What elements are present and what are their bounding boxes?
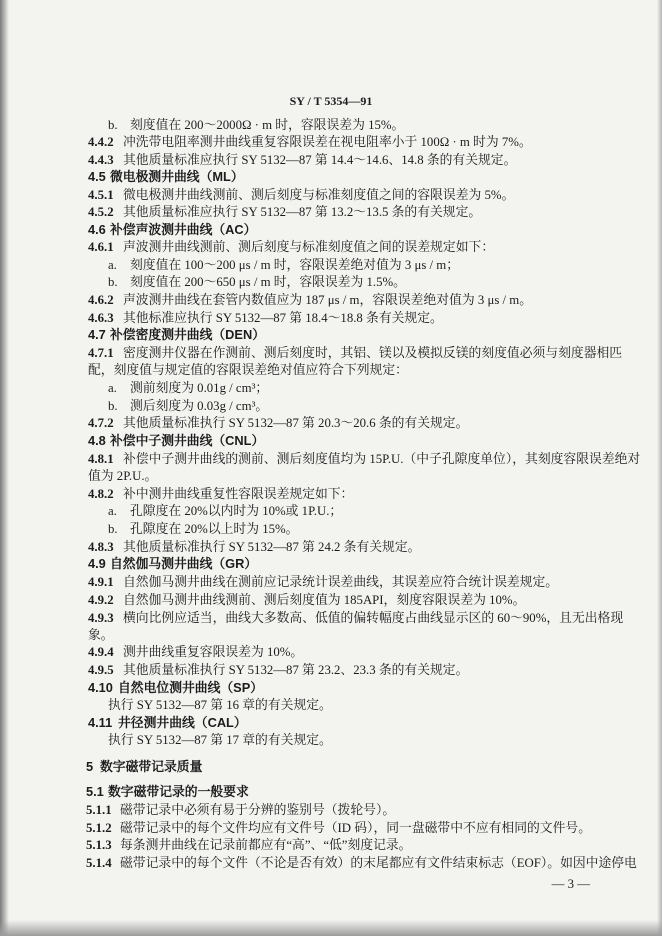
clause-4-9-5: [88, 662, 468, 678]
clause-text: 自然伽马测井曲线在测前应记录统计误差曲线，其误差应符合统计误差规定。: [123, 575, 559, 589]
clause-number: 4.5.2: [88, 205, 114, 219]
heading-text: 自然电位测井曲线（SP）: [118, 680, 264, 695]
clause-number: 4.6.2: [88, 293, 114, 307]
clause-number: 4.9.4: [88, 645, 114, 659]
heading-number: 4.8: [88, 433, 106, 448]
clause-text: 其他质量标准应执行 SY 5132—87 第 14.4～14.6、14.8 条的有关规定。: [123, 153, 517, 167]
clause-number: 5.1.1: [86, 803, 112, 817]
clause-text: 自然伽马测井曲线测前、测后刻度值为 185API，刻度容限误差为 10%。: [123, 593, 526, 607]
clause-text: 其他质量标准应执行 SY 5132—87 第 13.2～13.5 条的有关规定。: [123, 205, 482, 219]
heading-number: 5: [86, 759, 94, 774]
list-item-b: [108, 117, 404, 133]
clause-text: 测井曲线重复容限误差为 10%。: [123, 645, 304, 659]
item-text: 测前刻度为 0.01g / cm³；: [130, 381, 269, 395]
clause-number: 5.1.2: [86, 821, 112, 835]
heading-4-8: [88, 433, 264, 449]
heading-4-5: [88, 169, 244, 185]
item-text: 孔隙度在 20%以内时为 10%或 1P.U.；: [130, 504, 343, 518]
clause-number: 4.8.1: [88, 452, 114, 466]
clause-text: 声波测井曲线测前、测后刻度与标准刻度值之间的误差规定如下：: [123, 240, 495, 254]
list-item-b: [108, 274, 406, 290]
scan-edge-bottom: [0, 920, 662, 936]
heading-text: 微电极测井曲线（ML）: [110, 169, 244, 184]
list-item-b: [108, 398, 268, 414]
heading-number: 4.5: [88, 169, 106, 184]
clause-text: 补中测井曲线重复性容限误差规定如下：: [123, 487, 354, 501]
scan-edge-left: [0, 0, 9, 936]
clause-5-1-3: [86, 837, 411, 853]
clause-text: 密度测井仪器在作测前、测后刻度时，其铝、镁以及模拟反镁的刻度值必须与刻度器相匹: [123, 346, 623, 360]
clause-number: 4.6.3: [88, 311, 114, 325]
clause-4-6-1: [88, 239, 494, 255]
continuation-line: 值为 2P.U.。: [88, 469, 158, 483]
clause-4-8-3: [88, 539, 420, 555]
clause-4-8-2: [88, 486, 353, 502]
clause-number: 5.1.3: [86, 838, 112, 852]
list-item-b: [108, 521, 298, 537]
item-label: b.: [108, 118, 118, 132]
item-label: b.: [108, 399, 118, 413]
heading-text: 补偿密度测井曲线（DEN）: [110, 327, 265, 342]
list-item-a: [108, 380, 268, 396]
clause-4-4-3: [88, 152, 516, 168]
clause-text: 其他质量标准执行 SY 5132—87 第 23.2、23.3 条的有关规定。: [123, 663, 469, 677]
heading-text: 补偿声波测井曲线（AC）: [110, 222, 257, 237]
heading-number: 4.11: [88, 715, 113, 730]
item-text: 孔隙度在 20%以上时为 15%。: [130, 522, 299, 536]
item-text: 刻度值在 100～200 μs / m 时，容限误差绝对值为 3 μs / m；: [130, 258, 460, 272]
heading-number: 5.1: [86, 784, 104, 799]
clause-number: 4.7.1: [88, 346, 114, 360]
item-label: b.: [108, 275, 118, 289]
clause-text: 其他质量标准执行 SY 5132—87 第 24.2 条有关规定。: [123, 540, 421, 554]
clause-number: 4.4.2: [88, 135, 114, 149]
chapter-heading-5: [86, 759, 202, 775]
item-text: 刻度值在 200～2000Ω · m 时，容限误差为 15%。: [130, 118, 405, 132]
heading-text: 数字磁带记录的一般要求: [108, 784, 249, 799]
clause-4-9-4: [88, 644, 303, 660]
item-label: a.: [108, 381, 117, 395]
clause-4-9-3: [88, 610, 623, 626]
clause-5-1-2: [86, 820, 591, 836]
heading-4-11: [88, 715, 247, 731]
item-text: 刻度值在 200～650 μs / m 时，容限误差为 1.5%。: [130, 275, 406, 289]
clause-4-6-3: [88, 310, 443, 326]
clause-text: 横向比例应适当，曲线大多数高、低值的偏转幅度占曲线显示区的 60～90%，且无出格现: [123, 611, 624, 625]
clause-text: 冲洗带电阻率测井曲线重复容限误差在视电阻率小于 100Ω · m 时为 7%。: [123, 135, 532, 149]
clause-number: 4.9.5: [88, 663, 114, 677]
page-number: — 3 —: [551, 877, 590, 891]
clause-body-line: 执行 SY 5132—87 第 16 章的有关规定。: [108, 698, 332, 712]
scan-edge-right: [657, 0, 662, 936]
clause-number: 4.9.1: [88, 575, 114, 589]
clause-number: 4.8.2: [88, 487, 114, 501]
clause-4-9-1: [88, 574, 558, 590]
continuation-line: 象。: [88, 628, 114, 642]
item-text: 测后刻度为 0.03g / cm³。: [130, 399, 269, 413]
clause-4-5-2: [88, 204, 481, 220]
heading-4-7: [88, 327, 265, 343]
heading-number: 4.7: [88, 327, 106, 342]
heading-text: 数字磁带记录质量: [100, 759, 203, 774]
page-header: SY / T 5354—91: [289, 94, 373, 108]
clause-body-line: 执行 SY 5132—87 第 17 章的有关规定。: [108, 733, 332, 747]
clause-text: 其他标准应执行 SY 5132—87 第 18.4～18.8 条有关规定。: [123, 311, 443, 325]
heading-text: 补偿中子测井曲线（CNL）: [110, 433, 265, 448]
clause-4-5-1: [88, 187, 514, 203]
clause-number: 4.5.1: [88, 188, 114, 202]
clause-number: 5.1.4: [86, 856, 112, 870]
clause-text: 磁带记录中的每个文件均应有文件号（ID 码），同一盘磁带中不应有相同的文件号。: [120, 821, 591, 835]
clause-4-4-2: [88, 134, 532, 150]
clause-text: 磁带记录中必须有易于分辨的鉴别号（拨轮号）。: [120, 803, 396, 817]
clause-number: 4.8.3: [88, 540, 114, 554]
clause-number: 4.6.1: [88, 240, 114, 254]
clause-text: 微电极测井曲线测前、测后刻度与标准刻度值之间的容限误差为 5%。: [123, 188, 515, 202]
clause-4-8-1: [88, 451, 640, 467]
heading-4-10: [88, 680, 263, 696]
heading-number: 4.10: [88, 680, 113, 695]
clause-text: 磁带记录中的每个文件（不论是否有效）的末尾都应有文件结束标志（EOF）。如因中途停电: [120, 856, 637, 870]
heading-text: 自然伽马测井曲线（GR）: [110, 556, 258, 571]
clause-4-9-2: [88, 592, 525, 608]
clause-number: 4.7.2: [88, 416, 114, 430]
heading-text: 井径测井曲线（CAL）: [118, 715, 247, 730]
list-item-a: [108, 257, 459, 273]
clause-text: 声波测井曲线在套管内数值应为 187 μs / m，容限误差绝对值为 3 μs / m。: [123, 293, 533, 307]
heading-number: 4.6: [88, 222, 106, 237]
continuation-line: 配，刻度值与规定值的容限误差绝对值应符合下列规定：: [88, 363, 408, 377]
heading-number: 4.9: [88, 556, 106, 571]
item-label: b.: [108, 522, 118, 536]
clause-5-1-1: [86, 802, 395, 818]
clause-number: 4.4.3: [88, 153, 114, 167]
heading-4-9: [88, 556, 257, 572]
clause-4-7-1: [88, 345, 622, 361]
clause-number: 4.9.2: [88, 593, 114, 607]
clause-text: 补偿中子测井曲线的测前、测后刻度值均为 15P.U.（中子孔隙度单位），其刻度容限误差绝对: [123, 452, 641, 466]
list-item-a: [108, 503, 342, 519]
clause-4-6-2: [88, 292, 532, 308]
clause-number: 4.9.3: [88, 611, 114, 625]
clause-text: 每条测井曲线在记录前都应有“高”、“低”刻度记录。: [120, 838, 412, 852]
item-label: a.: [108, 504, 117, 518]
heading-5-1: [86, 784, 249, 800]
item-label: a.: [108, 258, 117, 272]
clause-4-7-2: [88, 415, 468, 431]
clause-5-1-4: [86, 855, 637, 871]
clause-text: 其他质量标准执行 SY 5132—87 第 20.3～20.6 条的有关规定。: [123, 416, 469, 430]
heading-4-6: [88, 222, 256, 238]
